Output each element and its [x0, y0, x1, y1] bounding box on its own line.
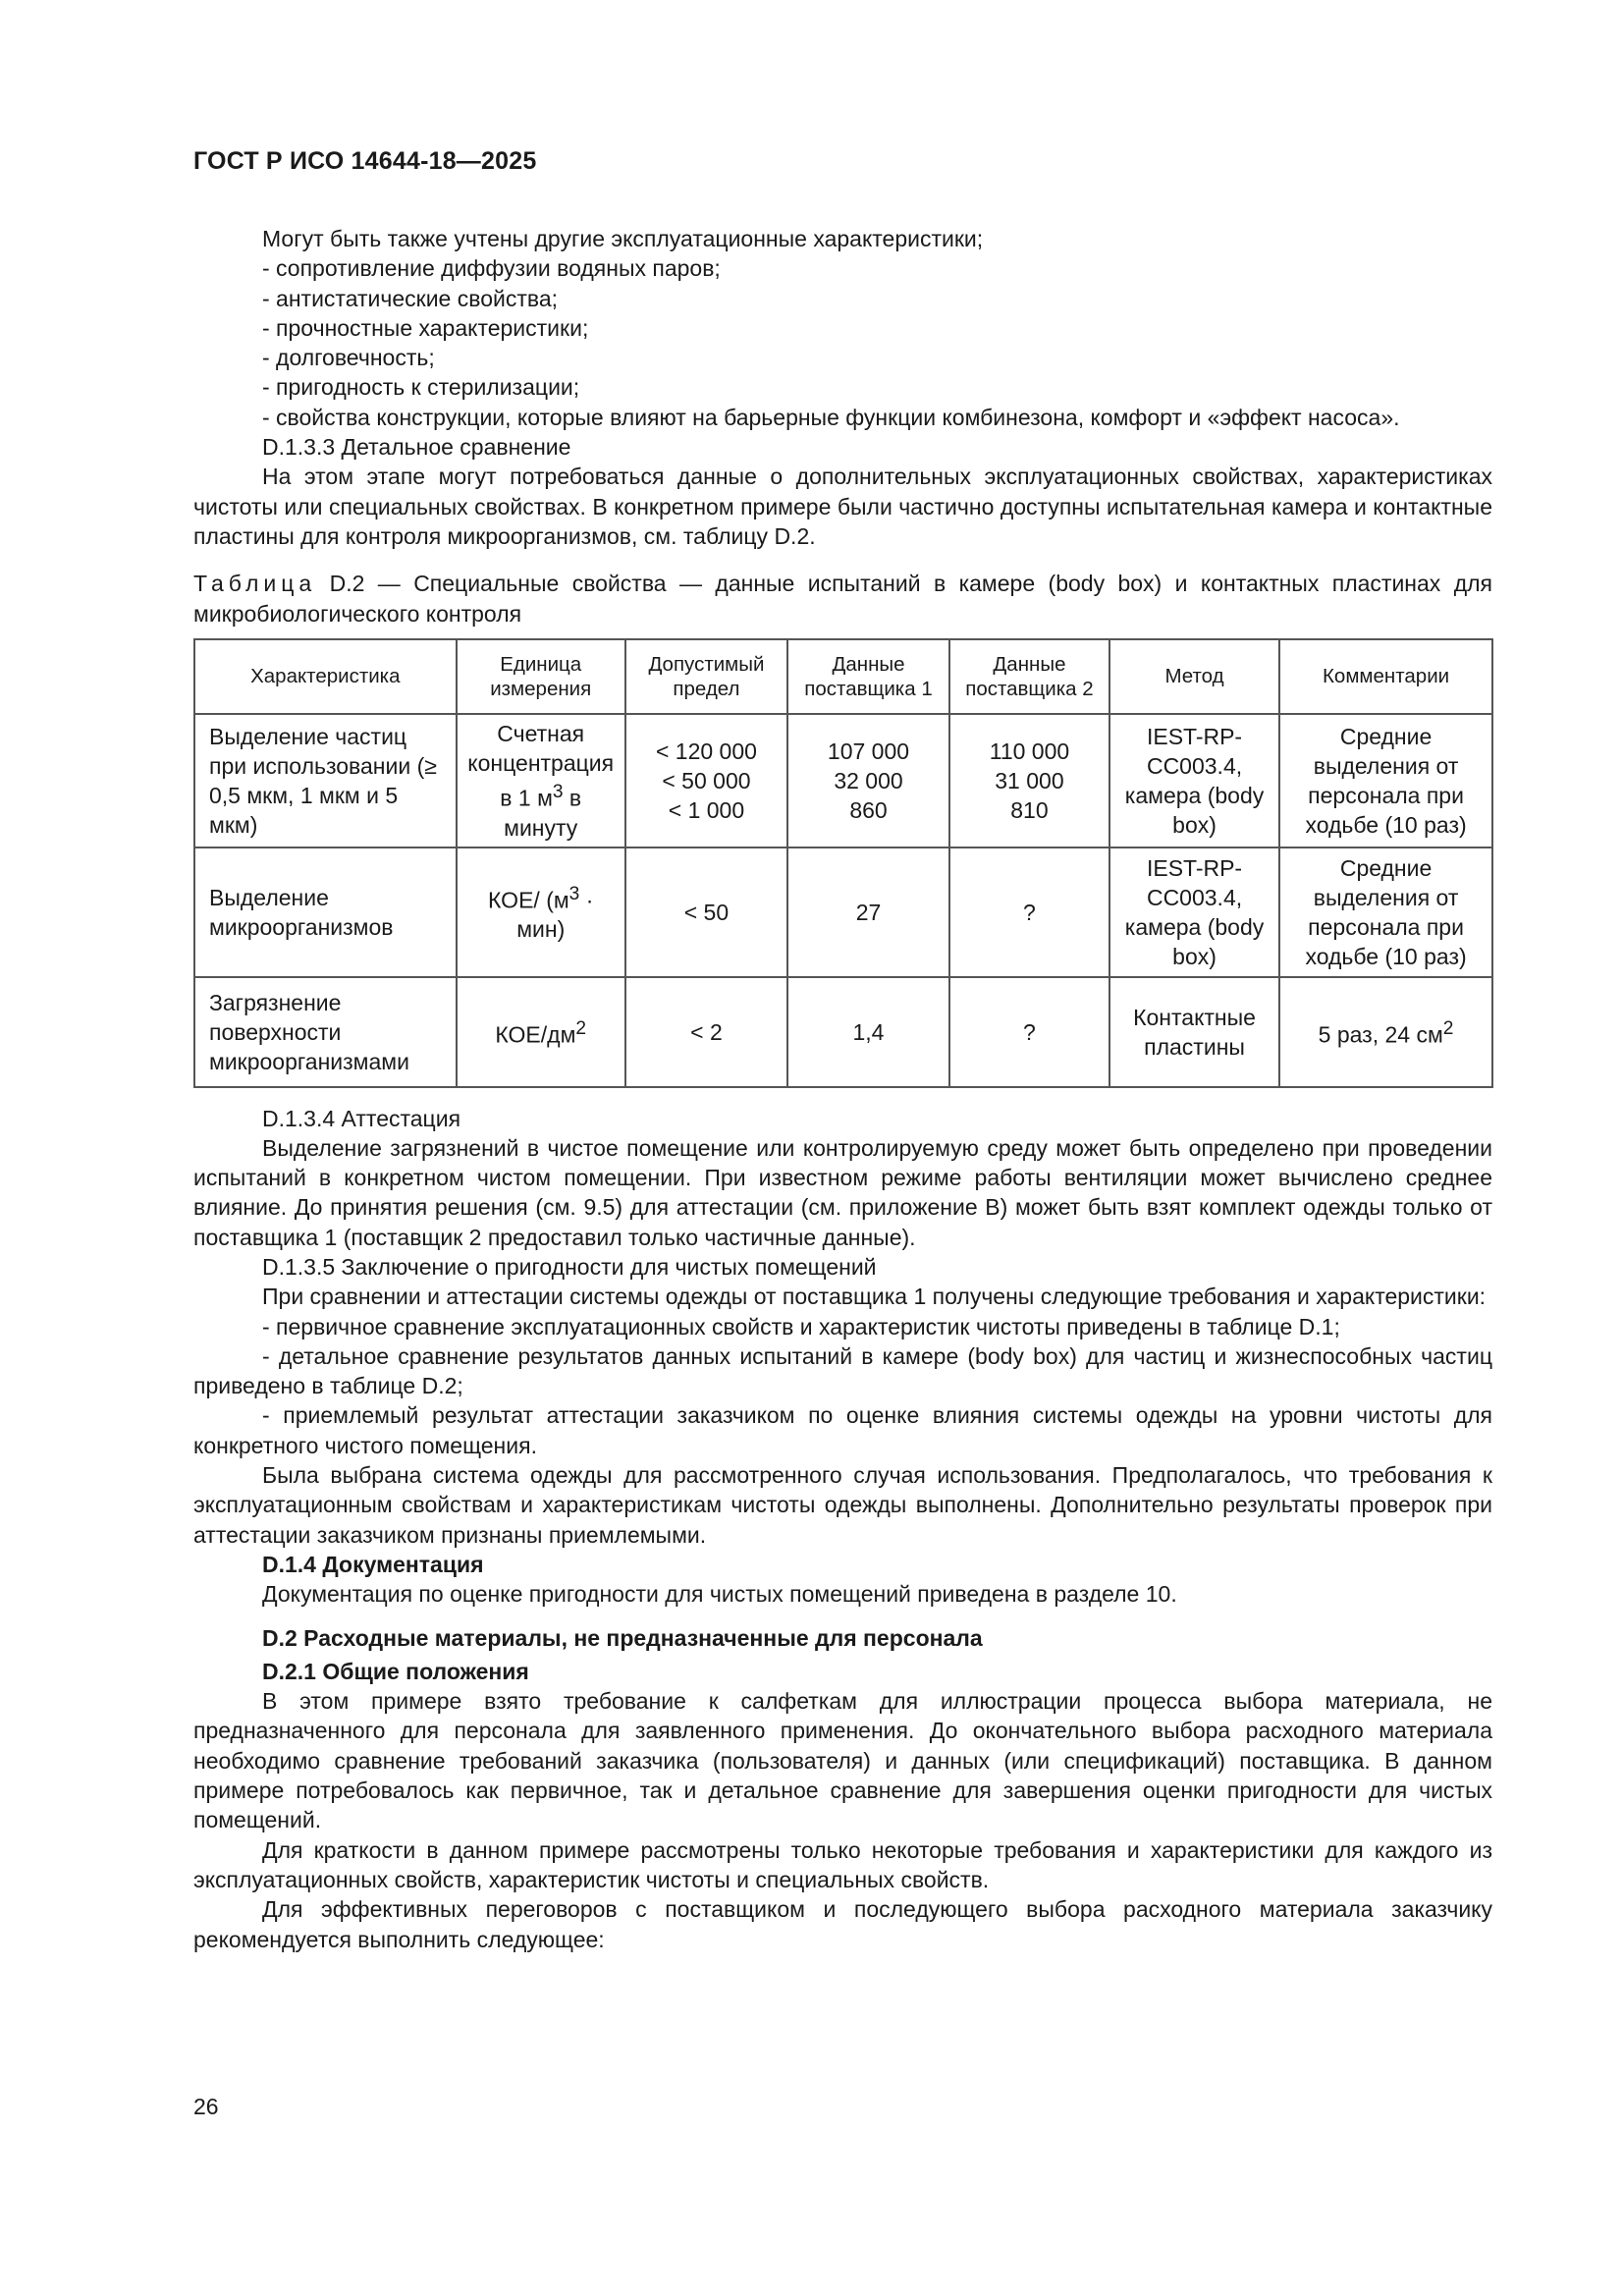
column-header: Единица измерения [457, 639, 625, 714]
intro-bullet: - сопротивление диффузии водяных паров; [262, 255, 721, 282]
cell-comment: Средние выделения от персонала при ходьбе (10 раз) [1279, 847, 1492, 977]
paragraph-1-4: Документация по оценке пригодности для чистых помещений приведена в разделе 10. [262, 1581, 1177, 1608]
cell-comment: Средние выделения от персонала при ходьбе (10 раз) [1279, 714, 1492, 847]
supplier2-value: 810 [1010, 796, 1049, 823]
page-number: 26 [193, 2094, 219, 2119]
paragraph-2-1-a: В этом примере взято требование к салфеткам для иллюстрации процесса выбора материала, не предназначенного для персонала для заявленного применения. До окончательного выбора расходного материала необходимо сравнение требований заказчика (пользователя) и данных (или спецификаций) поставщика. В данном примере потребовалось как первичное, так и детальное сравнение для завершения оценки пригодности для чистых помещений. [193, 1688, 1492, 1833]
supplier2-value: 110 000 [989, 738, 1070, 764]
cell-supplier1 [787, 714, 949, 847]
unit-superscript: 3 [568, 883, 580, 904]
unit-text: КОЕ/ (м [488, 887, 569, 913]
intro-bullet: - свойства конструкции, которые влияют на барьерные функции комбинезона, комфорт и «эффект насоса». [262, 404, 1400, 430]
comment-superscript: 2 [1442, 1017, 1454, 1039]
section-heading-2: D.2 Расходные материалы, не предназначенные для персонала [262, 1624, 983, 1651]
paragraph-2-1-b: Для краткости в данном примере рассмотрены только некоторые требования и характеристики для каждого из эксплуатационных свойств, характеристик чистоты и специальных свойств. [193, 1836, 1492, 1892]
table-caption-word: Таблица [193, 571, 317, 597]
unit-text: · мин) [516, 887, 594, 943]
cell-comment [1279, 977, 1492, 1087]
cell-supplier1: 27 [787, 847, 949, 977]
cell-characteristic: Выделение микроорганизмов [194, 847, 457, 977]
table-caption-text: D.2 — Специальные свойства — данные испытаний в камере (body box) и контактных пластинах для микробиологического контроля [193, 571, 1492, 627]
supplier1-value: 32 000 [834, 767, 903, 793]
cell-method: IEST-RP-CC003.4, камера (body box) [1109, 714, 1279, 847]
conclusion-bullet: - приемлемый результат аттестации заказчиком по оценке влияния системы одежды на уровни чистоты для конкретного чистого помещения. [193, 1402, 1492, 1458]
intro-bullet: - пригодность к стерилизации; [262, 374, 580, 401]
table-row [194, 714, 1492, 847]
limit-value: < 50 000 [662, 767, 751, 793]
table-row [194, 977, 1492, 1087]
supplier2-value: 31 000 [995, 767, 1064, 793]
unit-superscript: 2 [575, 1017, 587, 1039]
intro-bullet: - долговечность; [262, 345, 435, 371]
paragraph-choice: Была выбрана система одежды для рассмотренного случая использования. Предполагалось, что требования к эксплуатационным свойствам и характеристикам чистоты одежды выполнены. Дополнительно результаты проверок при аттестации заказчиком признаны приемлемыми. [193, 1462, 1492, 1548]
section-heading-2-1: D.2.1 Общие положения [262, 1658, 529, 1684]
cell-supplier1: 1,4 [787, 977, 949, 1087]
column-header: Характеристика [194, 639, 457, 714]
cell-method: IEST-RP-CC003.4, камера (body box) [1109, 847, 1279, 977]
section-heading-1-4: D.1.4 Документация [262, 1551, 484, 1577]
unit-text: Счетная концентрация в 1 м [467, 720, 615, 811]
paragraph-2-1-c: Для эффективных переговоров с поставщиком и последующего выбора расходного материала заказчику рекомендуется выполнить следующее: [193, 1896, 1492, 1952]
intro-lead: Могут быть также учтены другие эксплуатационные характеристики; [262, 226, 984, 251]
conclusion-bullet: - детальное сравнение результатов данных испытаний в камере (body box) для частиц и жизнеспособных частиц приведено в таблице D.2; [193, 1342, 1492, 1399]
table-header-row [194, 639, 1492, 714]
intro-bullet: - антистатические свойства; [262, 285, 559, 311]
cell-supplier2: ? [949, 847, 1109, 977]
unit-text: в минуту [504, 785, 582, 841]
column-header: Допустимый предел [625, 639, 787, 714]
column-header: Данные поставщика 1 [787, 639, 949, 714]
cell-unit [457, 847, 625, 977]
cell-characteristic: Выделение частиц при использовании (≥ 0,5 мкм, 1 мкм и 5 мкм) [194, 714, 457, 847]
cell-limit: < 50 [625, 847, 787, 977]
intro-bullet: - прочностные характеристики; [262, 314, 589, 341]
column-header: Комментарии [1279, 639, 1492, 714]
paragraph-1-3-4: Выделение загрязнений в чистое помещение или контролируемую среду может быть определено при проведении испытаний в конкретном чистом помещении. При известном режиме работы вентиляции может вычислено среднее влияние. До принятия решения (см. 9.5) для аттестации (см. приложение В) может быть взят комплект одежды только от поставщика 1 (поставщик 2 предоставил только частичные данные). [193, 1134, 1492, 1250]
paragraph-1-3-3: На этом этапе могут потребоваться данные о дополнительных эксплуатационных свойствах, характеристиках чистоты или специальных свойствах. В конкретном примере были частично доступны испытательная камера и контактные пластины для контроля микроорганизмов, см. таблицу D.2. [193, 464, 1492, 549]
paragraph-1-3-5: При сравнении и аттестации системы одежды от поставщика 1 получены следующие требования и характеристики: [262, 1284, 1487, 1310]
unit-superscript: 3 [552, 781, 564, 802]
unit-text: КОЕ/дм [495, 1021, 576, 1048]
cell-supplier2 [949, 714, 1109, 847]
column-header: Метод [1109, 639, 1279, 714]
limit-value: < 1 000 [668, 796, 745, 823]
cell-method: Контактные пластины [1109, 977, 1279, 1087]
section-heading-1-3-5: D.1.3.5 Заключение о пригодности для чистых помещений [262, 1254, 877, 1280]
section-heading-1-3-3: D.1.3.3 Детальное сравнение [262, 434, 571, 461]
cell-unit [457, 714, 625, 847]
page-body [193, 224, 1492, 1954]
cell-characteristic: Загрязнение поверхности микроорганизмами [194, 977, 457, 1087]
table-d2 [193, 638, 1493, 1088]
comment-text: 5 раз, 24 см [1318, 1021, 1443, 1048]
conclusion-bullet: - первичное сравнение эксплуатационных свойств и характеристик чистоты приведены в таблице D.1; [262, 1313, 1340, 1339]
table-row [194, 847, 1492, 977]
column-header: Данные поставщика 2 [949, 639, 1109, 714]
supplier1-value: 107 000 [827, 738, 910, 764]
limit-value: < 120 000 [655, 738, 757, 764]
cell-limit [625, 714, 787, 847]
section-heading-1-3-4: D.1.3.4 Аттестация [262, 1105, 461, 1131]
cell-supplier2: ? [949, 977, 1109, 1087]
cell-unit [457, 977, 625, 1087]
supplier1-value: 860 [849, 796, 888, 823]
table-caption [193, 569, 1492, 629]
cell-limit: < 2 [625, 977, 787, 1087]
document-header: ГОСТ Р ИСО 14644-18—2025 [193, 147, 537, 175]
